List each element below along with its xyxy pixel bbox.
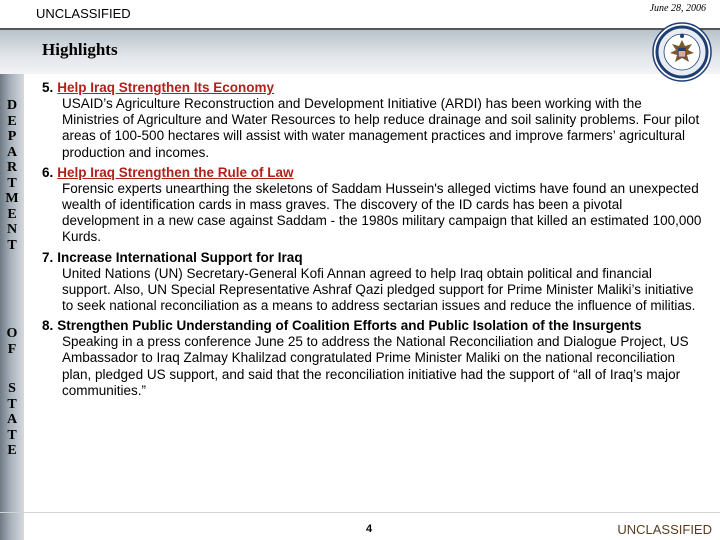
- classification-label-bottom: UNCLASSIFIED: [617, 522, 712, 537]
- page-title: Highlights: [42, 40, 118, 59]
- item-heading: 5. Help Iraq Strengthen Its Economy: [42, 80, 275, 95]
- item-heading-link[interactable]: Help Iraq Strengthen the Rule of Law: [57, 164, 294, 180]
- page-number: 4: [366, 523, 373, 535]
- footer-divider: [0, 512, 720, 513]
- sidebar-state: S T A T E: [6, 381, 18, 458]
- item-heading-link[interactable]: Help Iraq Strengthen Its Economy: [57, 80, 275, 95]
- sidebar-department: D E P A R T M E N T: [5, 98, 19, 253]
- classification-label-top: UNCLASSIFIED: [36, 6, 131, 21]
- sidebar-of: O F: [6, 326, 18, 357]
- highlight-item: [42, 250, 702, 315]
- item-heading: 8. Strengthen Public Understanding of Coalition Efforts and Public Isolation of the Insurgents: [42, 318, 642, 334]
- item-body: United Nations (UN) Secretary-General Kofi Annan agreed to help Iraq obtain political and financial support. Also, UN Special Representative Ashraf Qazi pledged support for Prime Minister Maliki’s initiative to seek national reconciliation as a means to address sectarian issues and reduce the influence of militias.: [62, 265, 696, 314]
- item-body: Speaking in a press conference June 25 to address the National Reconciliation and Dialogue Project, US Ambassador to Iraq Zalmay Khalilzad congratulated Prime Minister Maliki on the national reconciliation plan, pledged US support, and said that the reconciliation initiative had the support of “all of Iraq’s major communities.”: [62, 334, 689, 398]
- item-heading: 6. Help Iraq Strengthen the Rule of Law: [42, 164, 294, 180]
- state-department-seal-icon: [652, 22, 712, 82]
- highlight-item: [42, 318, 702, 399]
- highlight-item: [42, 80, 702, 161]
- item-body: USAID’s Agriculture Reconstruction and Development Initiative (ARDI) has been working with the Ministries of Agriculture and Water Resources to help reduce drainage and soil salinity problems. Four pilot areas of 100-500 hectares will assist with water management practices and improve farmers’ agricultural production and incomes.: [62, 96, 700, 160]
- highlights-list: [42, 80, 702, 403]
- highlight-item: [42, 165, 702, 246]
- item-heading: 7. Increase International Support for Iraq: [42, 249, 303, 265]
- document-date: June 28, 2006: [649, 3, 706, 14]
- item-body: Forensic experts unearthing the skeletons of Saddam Hussein's alleged victims have found an unexpected wealth of identification cards in mass graves. The discovery of the ID cards has been a pivotal development in a new case against Saddam - the 1980s military campaign that killed an estimated 100,000 Kurds.: [62, 180, 702, 245]
